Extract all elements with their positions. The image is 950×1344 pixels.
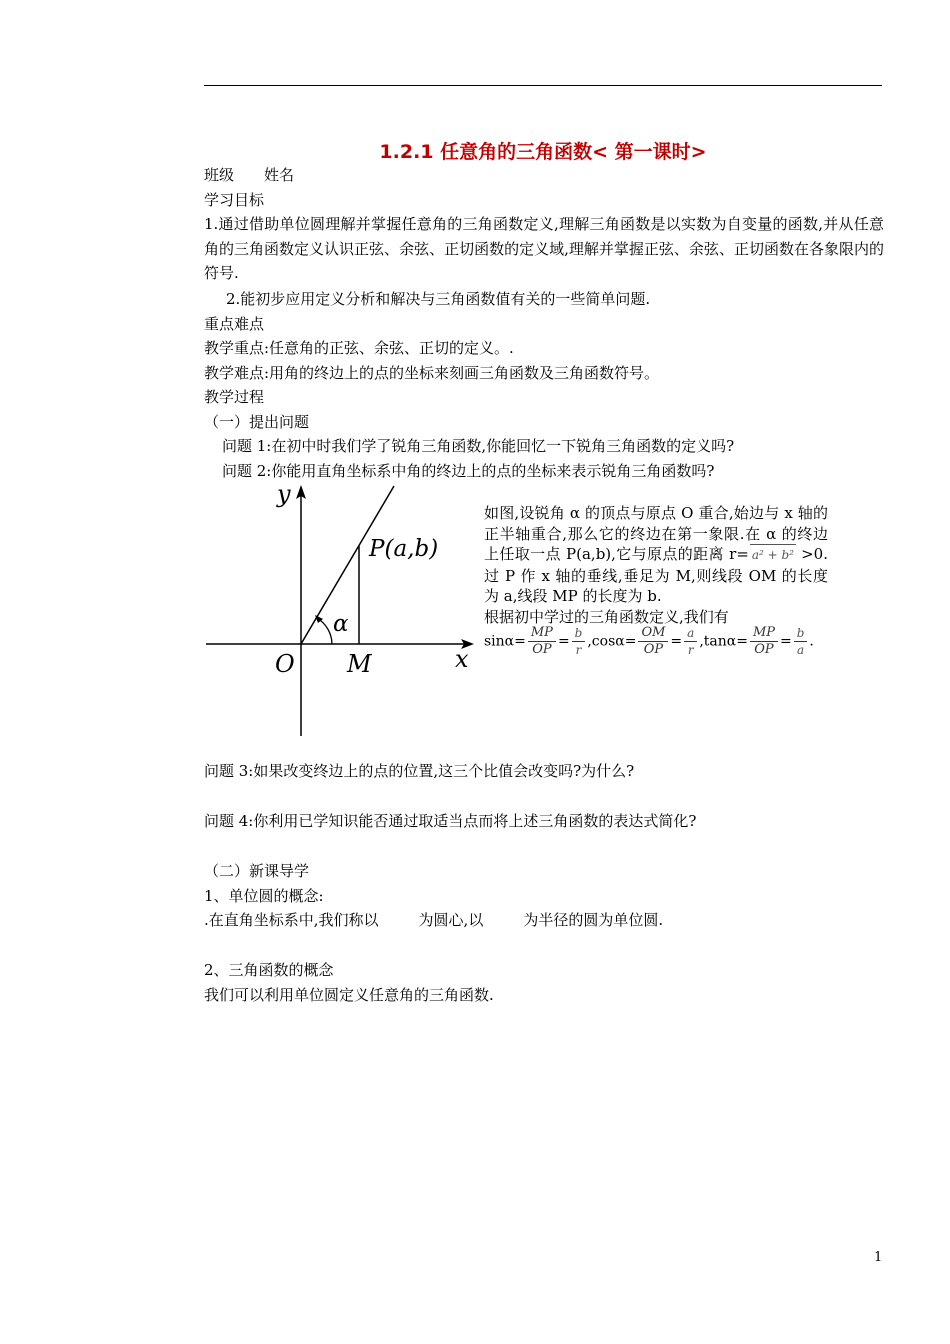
goal-2: 2.能初步应用定义分析和解决与三角函数值有关的一些简单问题. [226, 290, 651, 308]
sqrt-expression: a² + b² [750, 544, 796, 566]
difficult-point: 教学难点:用角的终边上的点的坐标来刻画三角函数及三角函数符号。 [204, 364, 660, 382]
unit-circle-text-b: 为圆心,以 [418, 911, 484, 929]
key-heading: 重点难点 [204, 315, 265, 333]
unit-circle-text-a: .在直角坐标系中,我们称以 [204, 911, 379, 929]
page-number: 1 [874, 1250, 883, 1265]
section-2-heading: 2、三角函数的概念 [204, 961, 334, 979]
section-2-text: 我们可以利用单位圆定义任意角的三角函数. [204, 986, 494, 1004]
question-2: 问题 2:你能用直角坐标系中角的终边上的点的坐标来表示锐角三角函数吗? [222, 462, 715, 480]
question-3: 问题 3:如果改变终边上的点的位置,这三个比值会改变吗?为什么? [204, 762, 635, 780]
sin-denominator: OP [532, 642, 552, 657]
origin-label: O [275, 650, 295, 678]
goal-1: 1.通过借助单位圆理解并掌握任意角的三角函数定义,理解三角函数是以实数为自变量的函数,并从任意角的三角函数定义认识正弦、余弦、正切函数的定义域,理解并掌握正弦、余弦、正切函数在各象限内的符号. [204, 215, 884, 282]
sin-label: sinα= [484, 633, 526, 650]
question-4: 问题 4:你利用已学知识能否通过取适当点而将上述三角函数的表达式简化? [204, 812, 697, 830]
cos-numerator-2: a [684, 625, 697, 642]
part2-heading: （二）新课导学 [204, 862, 310, 880]
x-label: x [455, 645, 469, 673]
y-label: y [277, 480, 291, 508]
cos-denominator: OP [643, 642, 664, 657]
tan-numerator-2: b [794, 625, 808, 642]
page-title: 1.2.1 任意角的三角函数< 第一课时> [379, 141, 707, 163]
cos-equals: = [670, 633, 683, 650]
tan-fraction-2 [794, 625, 808, 658]
trig-formula [484, 625, 814, 658]
tan-denominator-2: a [797, 643, 805, 657]
tan-denominator: OP [754, 642, 774, 657]
tan-fraction [750, 625, 778, 658]
goals-heading: 学习目标 [204, 191, 265, 209]
header-rule [204, 85, 882, 86]
tan-label: ,tanα= [699, 633, 748, 650]
sin-numerator-2: b [572, 625, 586, 642]
cos-fraction [638, 625, 668, 658]
cos-fraction-2 [684, 625, 697, 658]
tan-equals: = [780, 633, 792, 650]
sin-fraction [528, 625, 556, 658]
formula-end: . [809, 633, 814, 650]
unit-circle-definition [204, 910, 663, 930]
sin-denominator-2: r [575, 643, 582, 657]
definition-line-2: >0.过 P 作 x 轴的垂线,垂足为 M,则线段 OM 的长度为 a,线段 MP 的长度为 b. [484, 545, 828, 605]
key-point: 教学重点:任意角的正弦、余弦、正切的定义。. [204, 339, 514, 357]
process-heading: 教学过程 [204, 388, 265, 406]
definition-line-1: 如图,设锐角 α 的顶点与原点 O 重合,始边与 x 轴的正半轴重合,那么它的终边在第一象限.在 α 的终边上任取一点 P(a,b),它与原点的距离 r= [484, 504, 828, 563]
definition-line-3: 根据初中学过的三角函数定义,我们有 [484, 607, 729, 626]
definition-text [484, 503, 828, 627]
p-label: P(a,b) [369, 536, 439, 562]
name-label: 姓名 [264, 166, 295, 184]
part1-heading: （一）提出问题 [204, 413, 310, 431]
unit-circle-text-c: 为半径的圆为单位圆. [523, 911, 664, 929]
angle-label: α [333, 611, 349, 637]
cos-numerator: OM [638, 625, 668, 642]
sin-numerator: MP [528, 625, 556, 642]
class-label: 班级 [204, 166, 235, 184]
sin-fraction-2 [572, 625, 586, 658]
tan-numerator: MP [750, 625, 778, 642]
question-1: 问题 1:在初中时我们学了锐角三角函数,你能回忆一下锐角三角函数的定义吗? [222, 437, 735, 455]
m-label: M [347, 650, 372, 678]
coordinate-figure [204, 478, 476, 740]
class-name-row [204, 165, 294, 185]
cos-label: ,cosα= [587, 633, 637, 650]
sin-equals: = [557, 633, 570, 650]
cos-denominator-2: r [687, 643, 694, 657]
section-1-heading: 1、单位圆的概念: [204, 887, 324, 905]
